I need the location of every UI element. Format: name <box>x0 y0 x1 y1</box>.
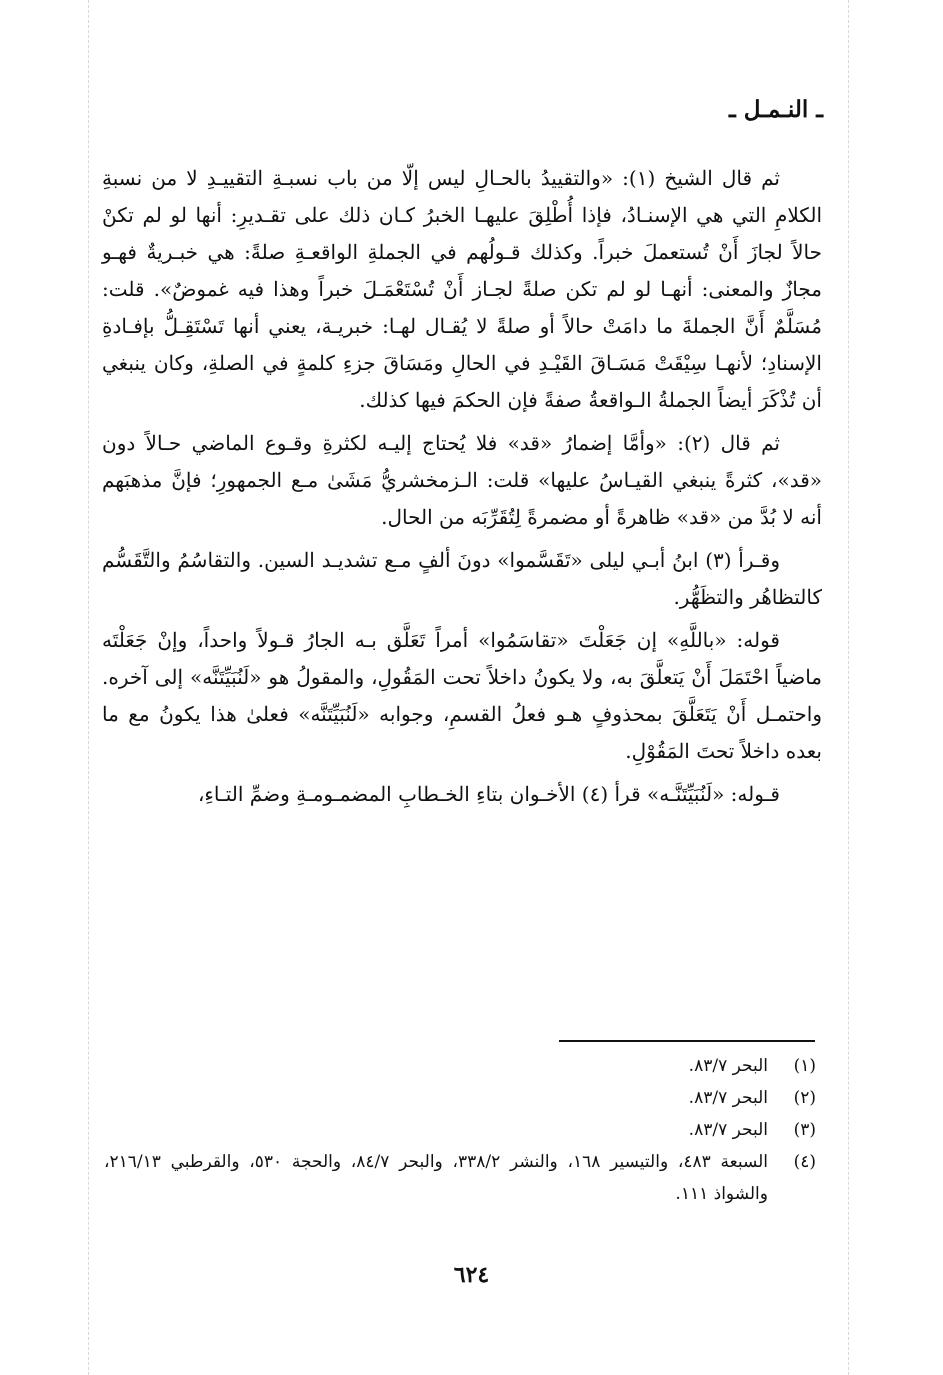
footnotes <box>104 1050 816 1210</box>
paragraph-3: وقـرأ (٣) ابنُ أبـي ليلى «تَقَسَّموا» دونَ ألفٍ مـع تشديـد السين. والتقاسُمُ والتَّقَسُّم كالتظاهُر والتظَهُّر. <box>102 548 822 609</box>
running-header: ـ النـمـل ـ <box>728 96 823 123</box>
footnote-separator <box>559 1040 815 1042</box>
footnote-text: السبعة ٤٨٣، والتيسير ١٦٨، والنشر ٣٣٨/٢، والبحر ٨٤/٧، والحجة ٥٣٠، والقرطبي ٢١٦/١٣، والشواذ ١١١. <box>104 1152 769 1204</box>
right-margin-guide <box>848 0 849 1375</box>
footnote-text: البحر ٨٣/٧. <box>688 1056 768 1076</box>
page-number: ٦٢٤ <box>453 1262 490 1288</box>
left-margin-guide <box>88 0 89 1375</box>
main-text <box>102 160 822 819</box>
paragraph-1: ثم قال الشيخ (١): «والتقييدُ بالحـالِ ليس إلّا من باب نسبـةِ التقييـدِ لا من نسبةِ الكلامِ التي هي الإسنـادُ، فإذا أُطْلِقَ عليهـا الخبرُ كـان ذلك على تقـديرِ: أنها لو لم تكنْ حالاً لجازَ أَنْ تُستعملَ خبراً. وكذلك قـولُهم في الجملةِ الواقعـةِ صلةً: هي خبـريةٌ فهـو مجازٌ والمعنى: أنهـا لو لم تكن صلةً لجـاز أَنْ تُسْتَعْمَـلَ خبراً وهذا فيه غموضٌ». قلت: مُسَلَّمٌ أَنَّ الجملةَ ما دامَتْ حالاً أو صلةً لا يُقـال لهـا: خبريـة، يعني أنها تَسْتَقِـلُّ بإفـادةِ الإسنادِ؛ لأنهـا سِيْقَتْ مَسَـاقَ القَيْـدِ في الحالِ ومَسَاقَ جزءِ كلمةٍ في الصلةِ، وكان ينبغي أن تُذْكَرَ أيضاً الجملةُ الـواقعةُ صفةً فإن الحكمَ فيها كذلك. <box>102 166 822 412</box>
footnote-4 <box>104 1146 816 1210</box>
paragraph-5: قـوله: «لَنُبَيِّتَنَّـه» قرأ (٤) الأخـوان بتاءِ الخـطابِ المضمـومـةِ وضمِّ التـاءِ، <box>197 782 780 806</box>
footnote-1 <box>104 1050 816 1082</box>
paragraph-4: قوله: «باللَّهِ» إن جَعَلْتَ «تقاسَمُوا» أمراً تَعَلَّق بـه الجارُ قـولاً واحداً، وإنْ جَعَلْتَه ماضياً احْتَمَلَ أَنْ يَتعلَّقَ به، ولا يكونُ داخلاً تحت المَقُولِ، والمقولُ هو «لَنُبَيِّتَنَّه» إلى آخره. واحتمـل أَنْ يَتَعَلَّقَ بمحذوفٍ هـو فعلُ القسمِ، وجوابه «لَنُبَيِّتَنَّه» فعلىٰ هذا يكونُ مع ما بعده داخلاً تحتَ المَقُوْلِ. <box>102 628 822 763</box>
footnote-number: (١) <box>793 1056 816 1076</box>
footnote-2 <box>104 1082 816 1114</box>
footnote-text: البحر ٨٣/٧. <box>688 1120 768 1140</box>
footnote-number: (٤) <box>793 1152 816 1172</box>
paragraph-2: ثم قال (٢): «وأمَّا إضمارُ «قد» فلا يُحتاج إليـه لكثرةِ وقـوع الماضي حـالاً دون «قد»، كثرةً ينبغي القيـاسُ عليها» قلت: الـزمخشريُّ مَشَىٰ مـع الجمهورِ؛ فإنَّ مذهبَهم أنه لا بُدَّ من «قد» ظاهرةً أو مضمرةً لِتُقَرِّبَه من الحال. <box>102 431 822 529</box>
footnote-3 <box>104 1114 816 1146</box>
footnote-number: (٣) <box>793 1120 816 1140</box>
footnote-number: (٢) <box>793 1088 816 1108</box>
footnote-text: البحر ٨٣/٧. <box>688 1088 768 1108</box>
